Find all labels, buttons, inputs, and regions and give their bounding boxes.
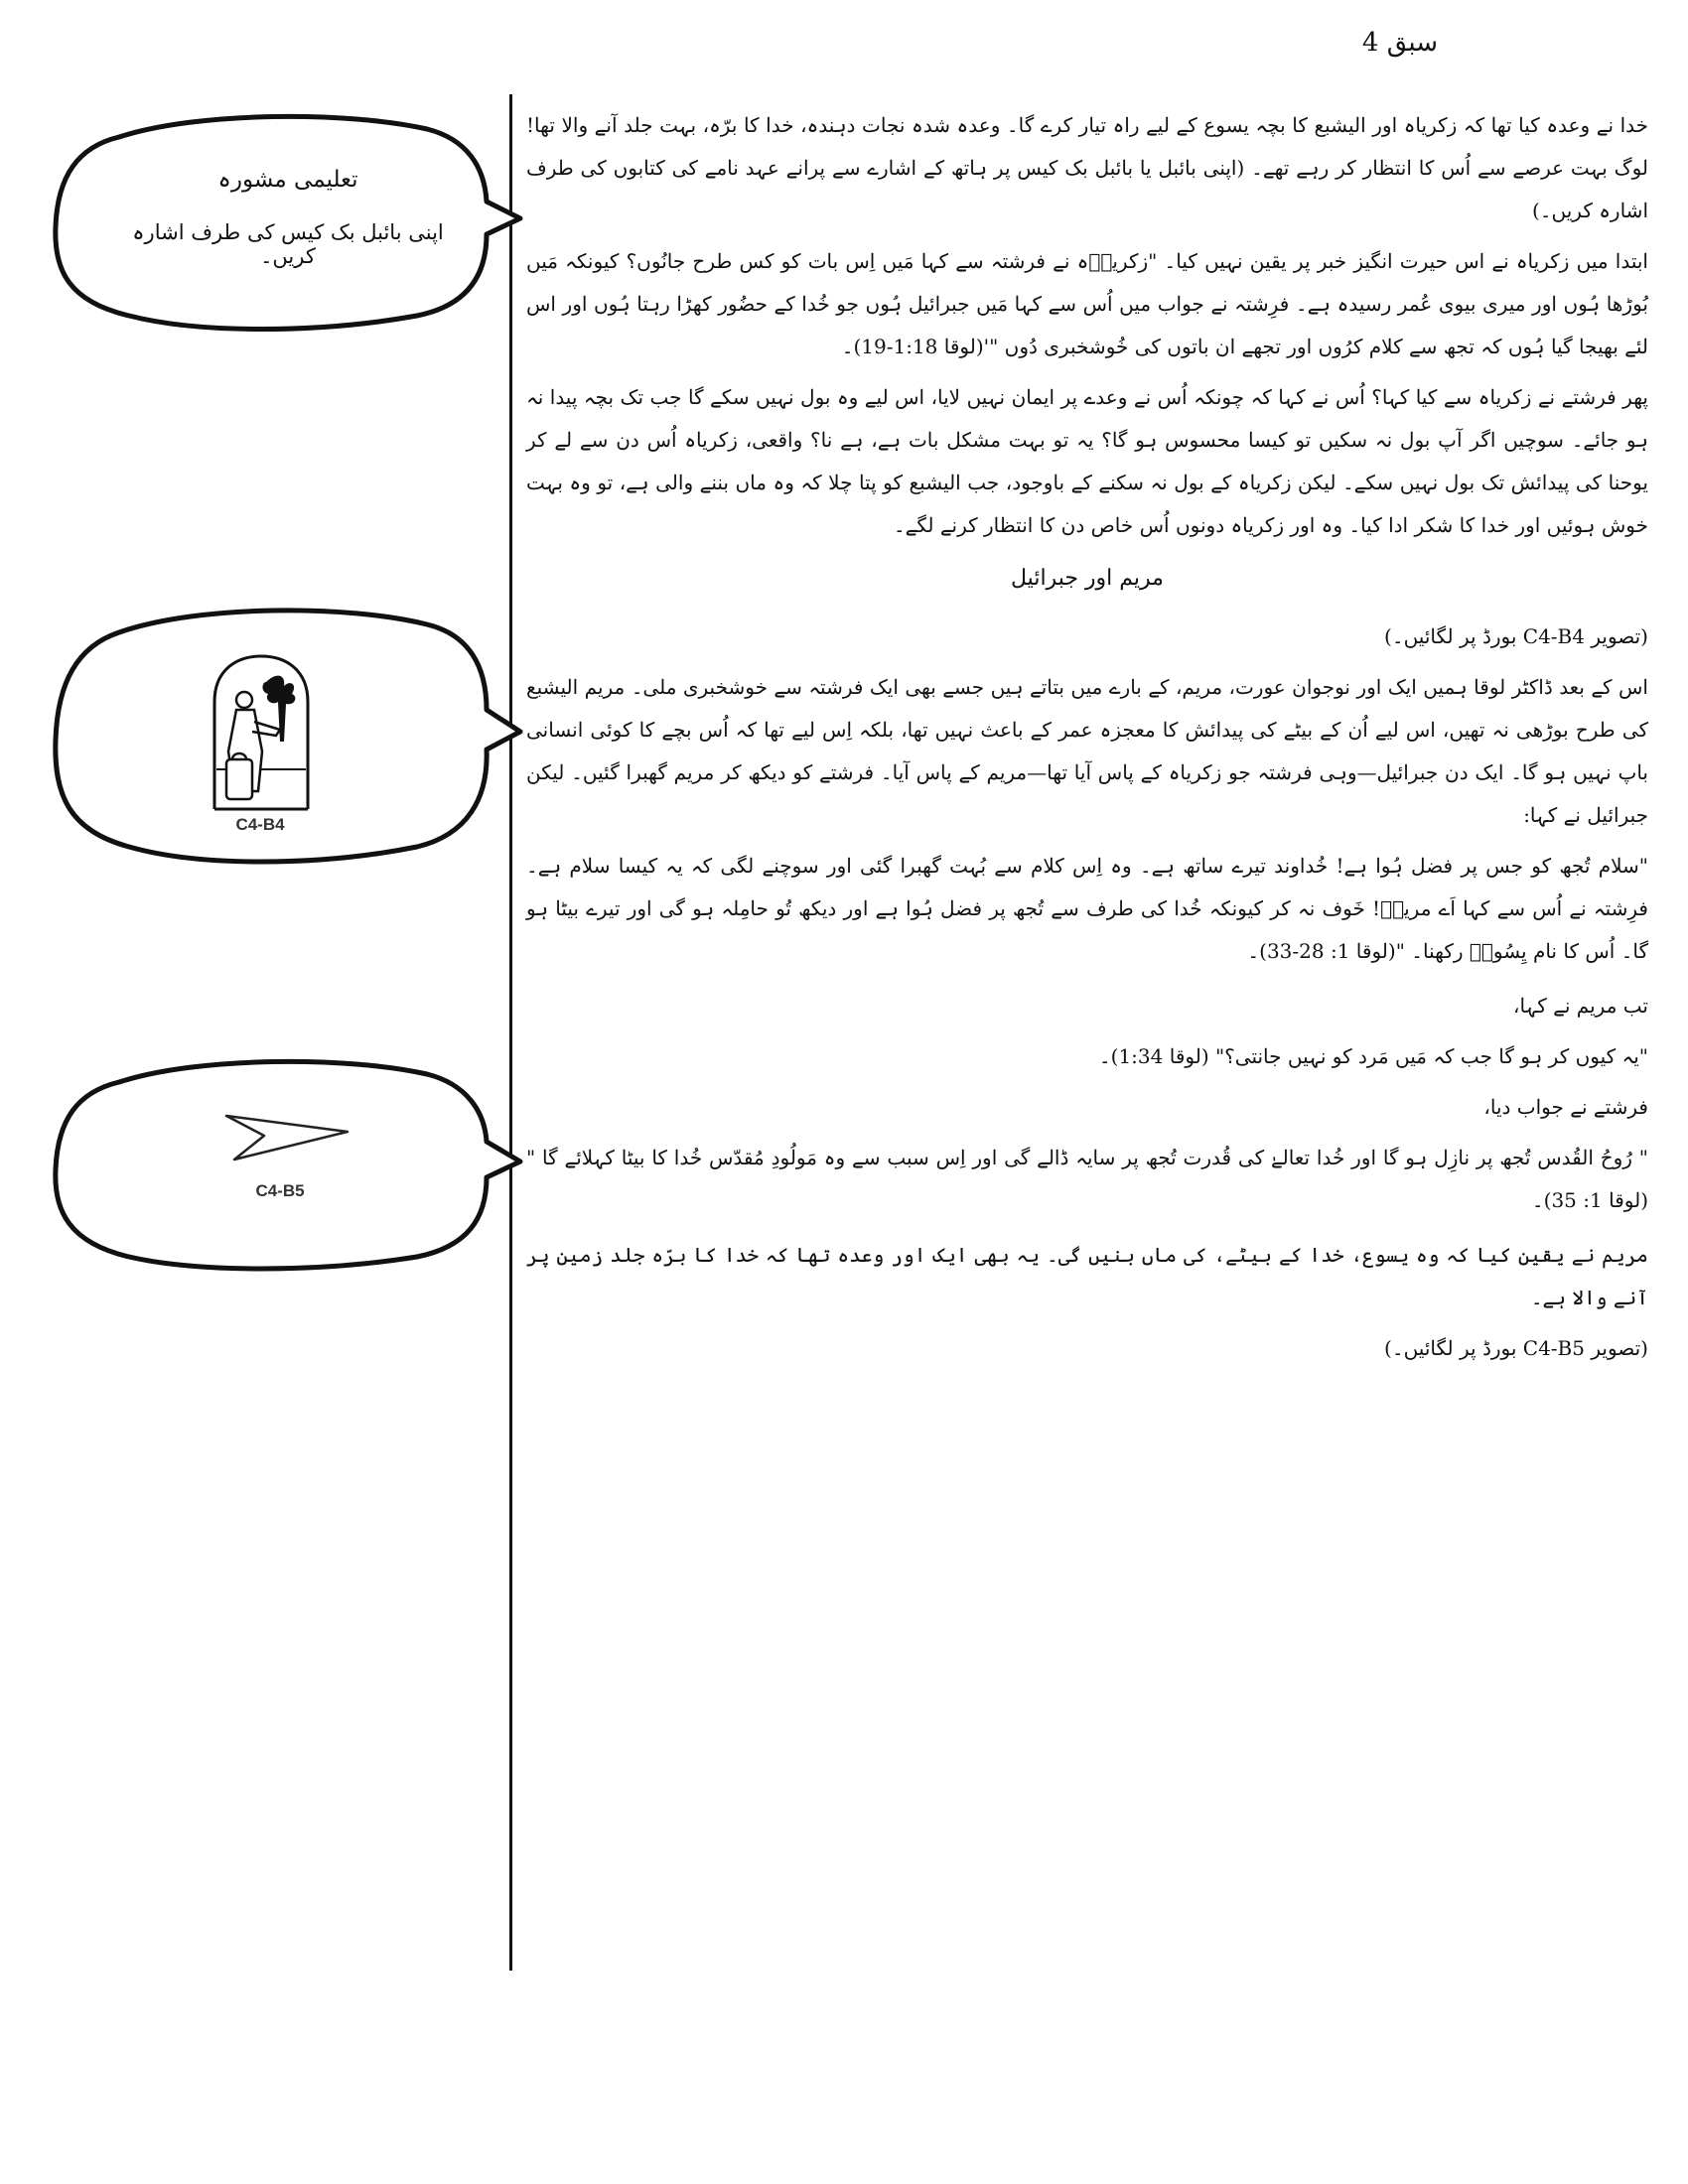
paragraph: اس کے بعد ڈاکٹر لوقا ہمیں ایک اور نوجوان عورت، مریم، کے بارے میں بتاتے ہیں جسے بھی ایک فرشتہ سے خوشخبری ملی۔ مریم الیشبع کی طرح بوڑھی نہ تھیں، اس لیے اُن کے بیٹے کی پیدائش کا معجزہ عمر کے باعث نہیں تھا، بلکہ اِس لیے تھا کہ اُس بچے کا کوئی انسانی باپ نہیں ہو گا۔ ایک دن جبرائیل—وہی فرشتہ جو زکریاہ کے پاس آیا تھا—مریم کے پاس آیا۔ فرشتے کو دیکھ کر مریم گھبرا گئیں۔ لیکن جبرائیل نے کہا: <box>526 675 1648 827</box>
section-heading: مریم اور جبرائیل <box>1011 566 1164 591</box>
teaching-tip-title: تعلیمی مشورہ <box>217 167 358 193</box>
scripture-quote: " رُوحُ القُدس تُجھ پر نازِل ہو گا اور خُدا تعالےٰ کی قُدرت تُجھ پر سایہ ڈالے گی اور اِس سبب سے وہ مَولُودِ مُقدّس خُدا کا بیٹا کہلائے گا " (لوقا 1: 35)۔ <box>526 1146 1648 1212</box>
paragraph: مریم نے یقین کیا کہ وہ یسوع، خدا کے بیٹے، کی ماں بنیں گی۔ یہ بھی ایک اور وعدہ تھا کہ خدا کا برّہ جلد زمین پر آنے والا ہے۔ <box>526 1243 1648 1309</box>
scripture-quote: "یہ کیوں کر ہو گا جب کہ مَیں مَرد کو نہیں جانتی؟" (لوقا 1:34)۔ <box>1098 1044 1648 1068</box>
picture-b4-label: C4-B4 <box>235 815 285 834</box>
arrow-pointer-icon <box>218 1110 357 1169</box>
picture-instruction-b4: (تصویر C4-B4 بورڈ پر لگائیں۔) <box>1384 624 1648 648</box>
lesson-text <box>526 104 1648 1378</box>
paragraph: پھر فرشتے نے زکریاہ سے کیا کہا؟ اُس نے کہا کہ چونکہ اُس نے وعدے پر ایمان نہیں لایا، اس لیے وہ بول نہیں سکے گا جب تک بچہ پیدا نہ ہو جائے۔ سوچیں اگر آپ بول نہ سکیں تو کیسا محسوس ہو گا؟ یہ تو بہت مشکل بات ہے، ہے نا؟ واقعی، زکریاہ اُس دن سے لے کر یوحنا کی پیدائش تک بول نہیں سکے۔ لیکن زکریاہ کے بول نہ سکنے کے باوجود، جب الیشبع کو پتا چلا کہ وہ ماں بننے والی ہے، تو وہ بہت خوش ہوئیں اور خدا کا شکر ادا کیا۔ وہ اور زکریاہ دونوں اُس خاص دن کا انتظار کرنے لگے۔ <box>526 385 1648 537</box>
paragraph: خدا نے وعدہ کیا تھا کہ زکریاہ اور الیشبع کا بچہ یسوع کے لیے راہ تیار کرے گا۔ وعدہ شدہ نجات دہندہ، خدا کا برّہ، بہت جلد آنے والا تھا! لوگ بہت عرصے سے اُس کا انتظار کر رہے تھے۔ (اپنی بائبل یا بائبل بک کیس پر ہاتھ کے اشارے سے پرانے عہد نامے کی کتابوں کی طرف اشارہ کریں۔) <box>526 113 1648 222</box>
page-number: سبق 4 <box>1361 28 1439 58</box>
picture-b5-callout <box>50 1052 524 1276</box>
picture-instruction-b5: (تصویر C4-B5 بورڈ پر لگائیں۔) <box>1384 1336 1648 1360</box>
scripture-quote: "سلام تُجھ کو جس پر فضل ہُوا ہے! خُداوند تیرے ساتھ ہے۔ وہ اِس کلام سے بُہت گھبرا گئی اور سوچنے لگی کہ یہ کیسا سلام ہے۔ فرِشتہ نے اُس سے کہا اَے مریمؔ! خَوف نہ کر کیونکہ خُدا کی طرف سے تُجھ پر فضل ہُوا ہے اور دیکھ تُو حامِلہ ہو گی اور تیرے بیٹا ہو گا۔ اُس کا نام یِسُوعؔ رکھنا۔ "(لوقا 1: 28-33)۔ <box>526 854 1648 963</box>
mary-angel-illustration <box>207 652 316 811</box>
picture-b5-label: C4-B5 <box>255 1181 305 1200</box>
paragraph: ابتدا میں زکریاہ نے اس حیرت انگیز خبر پر یقین نہیں کیا۔ "زکریاؔہ نے فرشتہ سے کہا مَیں اِس بات کو کس طرح جانُوں؟ کیونکہ مَیں بُوڑھا ہُوں اور میری بیوی عُمر رسیدہ ہے۔ فرِشتہ نے جواب میں اُس سے کہا مَیں جبرائیل ہُوں جو خُدا کے حضُور کھڑا رہتا ہُوں اور اس لئے بھیجا گیا ہُوں کہ تجھ سے کلام کرُوں اور تجھے ان باتوں کی خُوشخبری دُوں "'(لوقا 1:18-19)۔ <box>526 249 1648 358</box>
teaching-tip-callout <box>50 107 524 336</box>
paragraph: فرشتے نے جواب دیا، <box>1483 1095 1648 1119</box>
picture-b4-callout <box>50 601 524 871</box>
teaching-tip-text: اپنی بائبل بک کیس کی طرف اشارہ کریں۔ <box>132 220 444 268</box>
margin-divider-line <box>509 94 512 1971</box>
paragraph: تب مریم نے کہا، <box>1513 994 1648 1018</box>
